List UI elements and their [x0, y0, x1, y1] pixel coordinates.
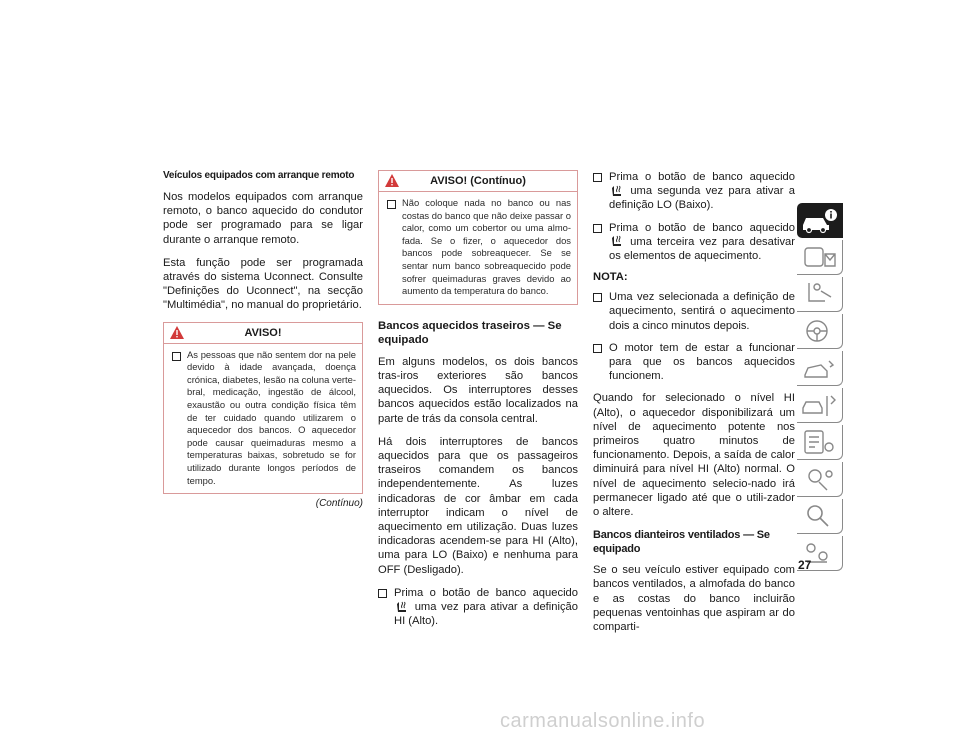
paragraph: Nos modelos equipados com arranque remoto, o banco aquecido do condutor pode ser programado para se ligar durante o arranque remoto.	[163, 191, 363, 246]
warning-title: AVISO!	[244, 326, 282, 339]
note-label: NOTA:	[593, 271, 628, 284]
bullet-text: uma vez para ativar a definição HI (Alto).	[394, 601, 579, 628]
bullet-text: Uma vez selecionada a definição de aquecimento, sentirá o aquecimento dois a cinco minutos depois.	[609, 291, 795, 332]
paragraph: Em alguns modelos, os dois bancos tras-iros exteriores são bancos aquecidos. Os interruptores desses bancos aquecidos estão localizados na parte de trás da consola central.	[378, 355, 578, 425]
list-item	[593, 341, 795, 384]
warning-text: Não coloque nada no banco ou nas costas do banco que não deixe passar o calor, como um cobertor ou uma almo-fada. Se o fizer, o aquecedor dos bancos pode sobreaquecer. Se se sentar num banco sobreaquecido pode sofrer queimaduras graves devido ao aumento da temperatura do banco.	[402, 197, 571, 297]
checkbox-bullet-icon	[378, 589, 387, 598]
bullet-text: Prima o botão de banco aquecido	[609, 171, 795, 183]
car-info-icon	[797, 203, 843, 238]
warning-header	[379, 171, 577, 192]
bullet-text: O motor tem de estar a funcionar para que os bancos aquecidos funcionem.	[609, 341, 795, 383]
tab-warning-lights[interactable]	[797, 240, 843, 275]
warning-lights-icon	[797, 240, 843, 275]
checkbox-bullet-icon	[593, 344, 602, 353]
tab-specifications[interactable]	[797, 425, 843, 460]
tab-multimedia[interactable]	[797, 462, 843, 497]
list-item	[593, 221, 795, 264]
heated-seat-icon	[611, 185, 623, 198]
warning-triangle-icon	[385, 174, 399, 187]
tab-starting-operating[interactable]	[797, 314, 843, 349]
paragraph: Há dois interruptores de bancos aquecidos para que os passageiros traseiros comandem os bancos independentemente. As luzes indicadoras de cor âmbar em cada interruptor indicam o nível de aquecimento em utilização. Duas luzes indicadoras acendem-se para HI (Alto), uma para LO (Baixo) e nenhuma para OFF (Desligado).	[378, 435, 578, 576]
tab-emergency[interactable]	[797, 351, 843, 386]
column-left	[163, 170, 363, 509]
multimedia-icon	[797, 462, 843, 497]
continued-label: (Contínuo)	[315, 498, 363, 510]
car-tools-icon	[797, 388, 843, 423]
paragraph: Quando for selecionado o nível HI (Alto), o aquecedor disponibilizará um nível de aquecimento potente nos primeiros quatro minutos de funcionamento. Depois, a saída de calor diminuirá para nível HI (Alto) normal. O nível de aquecimento selecio-nado irá permanecer ligado até que o utili-zador o altere.	[593, 392, 795, 519]
tab-car-info[interactable]	[797, 203, 843, 238]
bullet-text: Prima o botão de banco aquecido	[394, 586, 578, 599]
warning-triangle-icon	[170, 326, 184, 339]
warning-item	[387, 197, 571, 298]
list-item	[593, 170, 795, 213]
warning-text: As pessoas que não sentem dor na pele devido à idade avançada, doença crónica, diabetes, lesão na coluna verte-bral, medicação, ingestão de álcool, exaustão ou outra condição física têm de ter cuidado quando utilizarem o aquecedor dos bancos. O aquecedor pode causar queimaduras mesmo a temperaturas baixas, sobretudo se for utilizado durante longos períodos de tempo.	[187, 348, 356, 486]
warning-header	[164, 323, 362, 344]
list-item	[593, 290, 795, 333]
checkbox-bullet-icon	[593, 224, 602, 233]
bullet-text: uma segunda vez para ativar a definição LO (Baixo).	[609, 185, 795, 212]
warning-box-continued	[378, 170, 578, 305]
column-middle	[378, 170, 578, 636]
tab-search[interactable]	[797, 499, 843, 534]
warning-box	[163, 322, 363, 495]
seat-airbag-icon	[797, 277, 843, 312]
steering-wheel-icon	[797, 314, 843, 349]
bullet-text: Prima o botão de banco aquecido	[609, 221, 795, 234]
heated-seat-icon	[396, 601, 408, 614]
warning-item	[172, 349, 356, 488]
section-heading-ventilated-seats: Bancos dianteiros ventilados — Se equipado	[593, 529, 770, 556]
checkbox-bullet-icon	[172, 352, 181, 361]
tab-safety[interactable]	[797, 277, 843, 312]
section-heading-rear-heated-seats: Bancos aquecidos traseiros — Se equipado	[378, 319, 562, 346]
checkbox-bullet-icon	[593, 293, 602, 302]
car-crash-icon	[797, 351, 843, 386]
heated-seat-icon	[611, 235, 623, 248]
specifications-icon	[797, 425, 843, 460]
checkbox-bullet-icon	[593, 173, 602, 182]
search-icon	[797, 499, 843, 534]
paragraph: Esta função pode ser programada através do sistema Uconnect. Consulte "Definições do Uconnect", na secção "Multimédia", no manual do proprietário.	[163, 256, 363, 312]
section-heading-remote-start: Veículos equipados com arranque remoto	[163, 170, 355, 181]
watermark: carmanualsonline.info	[500, 710, 706, 732]
warning-title: AVISO! (Contínuo)	[430, 175, 526, 187]
column-right	[593, 170, 795, 643]
bullet-text: uma terceira vez para desativar os elementos de aquecimento.	[609, 235, 796, 263]
tab-servicing[interactable]	[797, 388, 843, 423]
checkbox-bullet-icon	[387, 200, 396, 209]
paragraph: Se o seu veículo estiver equipado com bancos ventilados, a almofada do banco e as costas do banco incluirão pequenas ventoinhas que aspiram ar do comparti-	[593, 564, 795, 634]
page-number: 27	[798, 558, 812, 572]
list-item	[378, 586, 578, 629]
